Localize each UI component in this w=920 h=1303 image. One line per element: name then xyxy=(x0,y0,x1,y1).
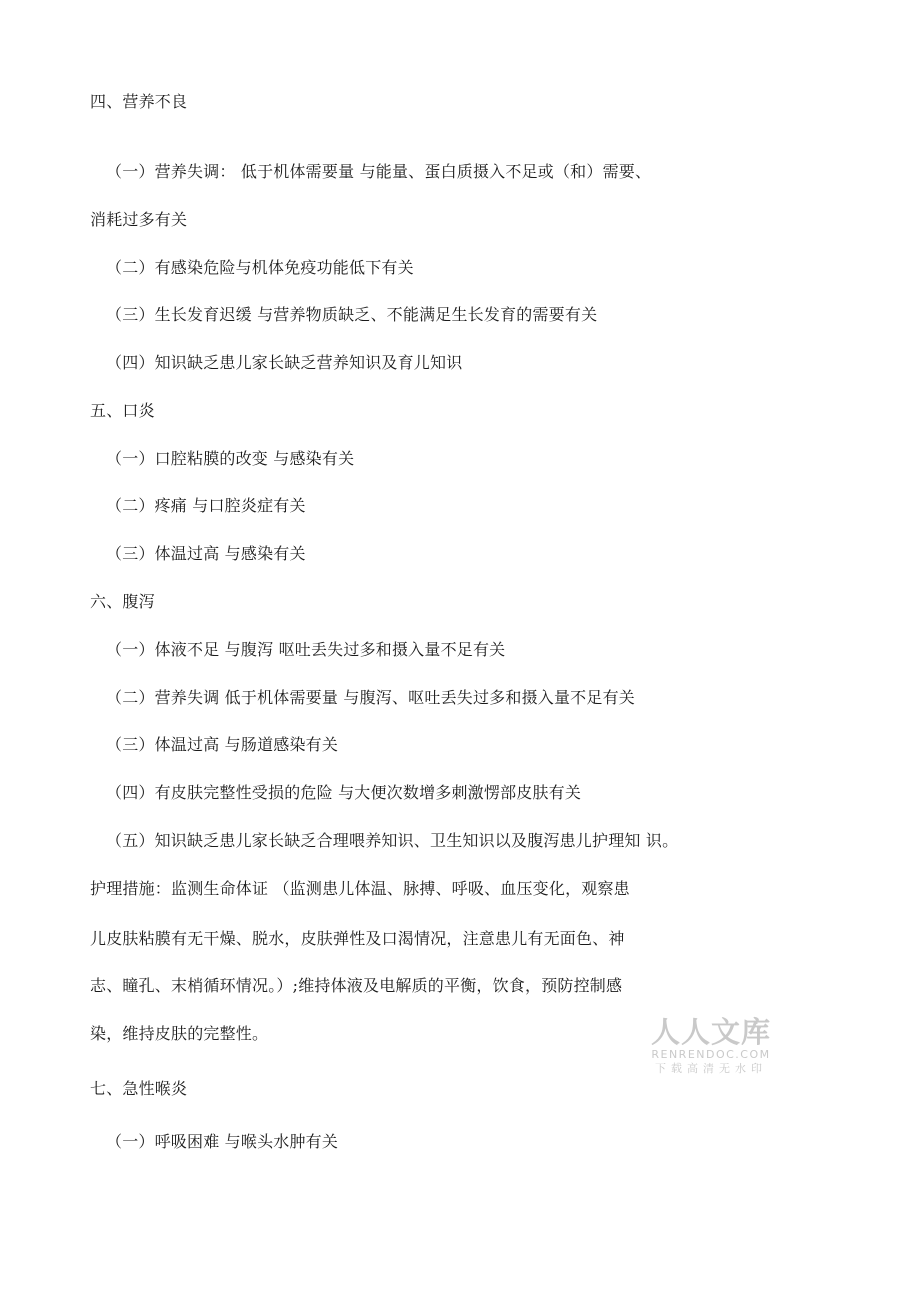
watermark-url: RENRENDOC.COM xyxy=(651,1048,771,1061)
diagnosis-item-continued: 消耗过多有关 xyxy=(90,210,188,229)
nursing-measures-paragraph: 儿皮肤粘膜有无干燥、脱水，皮肤弹性及口渴情况，注意患儿有无面色、神 xyxy=(90,929,625,948)
watermark-logo xyxy=(646,1016,776,1076)
watermark-tagline: 下载高清无水印 xyxy=(655,1062,767,1075)
diagnosis-item: （一）口腔粘膜的改变 与感染有关 xyxy=(106,449,355,468)
diagnosis-item: （四）知识缺乏患儿家长缺乏营养知识及育儿知识 xyxy=(106,353,463,372)
section-heading-acute-laryngitis: 七、急性喉炎 xyxy=(90,1079,188,1098)
watermark-brand: 人人文库 xyxy=(650,1015,771,1049)
diagnosis-item: （二）有感染危险与机体免疫功能低下有关 xyxy=(106,258,414,277)
section-heading-malnutrition: 四、营养不良 xyxy=(90,92,188,111)
diagnosis-item: （四）有皮肤完整性受损的危险 与大便次数增多刺激愣部皮肤有关 xyxy=(106,783,582,802)
nursing-measures-paragraph: 染，维持皮肤的完整性。 xyxy=(90,1024,269,1043)
nursing-measures-paragraph: 护理措施：监测生命体证 （监测患儿体温、脉搏、呼吸、血压变化，观察患 xyxy=(90,879,630,898)
nursing-measures-paragraph: 志、瞳孔、末梢循环情况。）;维持体液及电解质的平衡，饮食，预防控制感 xyxy=(90,976,623,995)
diagnosis-item: （三）体温过高 与感染有关 xyxy=(106,544,306,563)
diagnosis-item: （一）营养失调： 低于机体需要量 与能量、蛋白质摄入不足或（和）需要、 xyxy=(106,162,652,181)
diagnosis-item: （三）生长发育迟缓 与营养物质缺乏、不能满足生长发育的需要有关 xyxy=(106,305,598,324)
diagnosis-item: （五）知识缺乏患儿家长缺乏合理喂养知识、卫生知识以及腹泻患儿护理知 识。 xyxy=(106,831,679,850)
section-heading-stomatitis: 五、口炎 xyxy=(90,401,155,420)
diagnosis-item: （三）体温过高 与肠道感染有关 xyxy=(106,735,339,754)
diagnosis-item: （二）疼痛 与口腔炎症有关 xyxy=(106,496,306,515)
diagnosis-item: （二）营养失调 低于机体需要量 与腹泻、呕吐丢失过多和摄入量不足有关 xyxy=(106,688,635,707)
section-heading-diarrhea: 六、腹泻 xyxy=(90,592,155,611)
diagnosis-item: （一）呼吸困难 与喉头水肿有关 xyxy=(106,1132,339,1151)
diagnosis-item: （一）体液不足 与腹泻 呕吐丢失过多和摄入量不足有关 xyxy=(106,640,506,659)
